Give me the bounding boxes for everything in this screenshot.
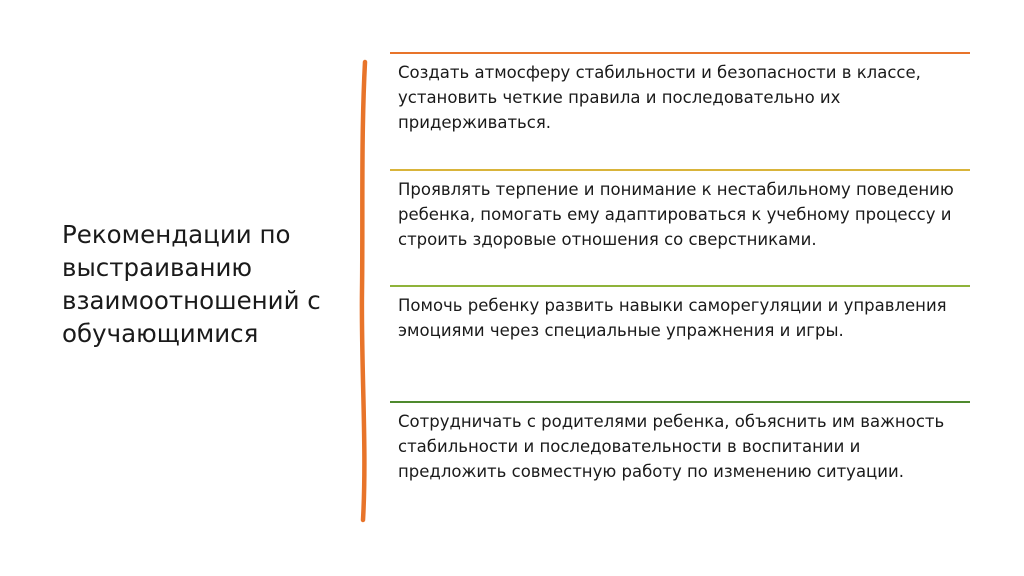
slide-title: Рекомендации по выстраиванию взаимоотношений с обучающимися bbox=[62, 220, 321, 348]
item-divider bbox=[390, 52, 970, 54]
recommendation-text: Проявлять терпение и понимание к нестабильному поведению ребенка, помогать ему адаптироваться к учебному процессу и строить здоровые отношения со сверстниками. bbox=[398, 180, 954, 249]
recommendation-item bbox=[390, 401, 970, 517]
recommendation-item bbox=[390, 52, 970, 168]
item-divider bbox=[390, 169, 970, 171]
recommendation-item bbox=[390, 285, 970, 401]
recommendation-text: Создать атмосферу стабильности и безопасности в классе, установить четкие правила и последовательно их придерживаться. bbox=[398, 63, 921, 132]
recommendation-text: Помочь ребенку развить навыки саморегуляции и управления эмоциями через специальные упражнения и игры. bbox=[398, 296, 947, 340]
brace-line bbox=[350, 58, 380, 524]
item-divider bbox=[390, 285, 970, 287]
recommendation-item bbox=[390, 169, 970, 285]
brace-stroke bbox=[362, 62, 365, 520]
recommendation-text: Сотрудничать с родителями ребенка, объяснить им важность стабильности и последовательности в воспитании и предложить совместную работу по изменению ситуации. bbox=[398, 412, 945, 481]
recommendation-list bbox=[390, 52, 970, 516]
item-divider bbox=[390, 401, 970, 403]
